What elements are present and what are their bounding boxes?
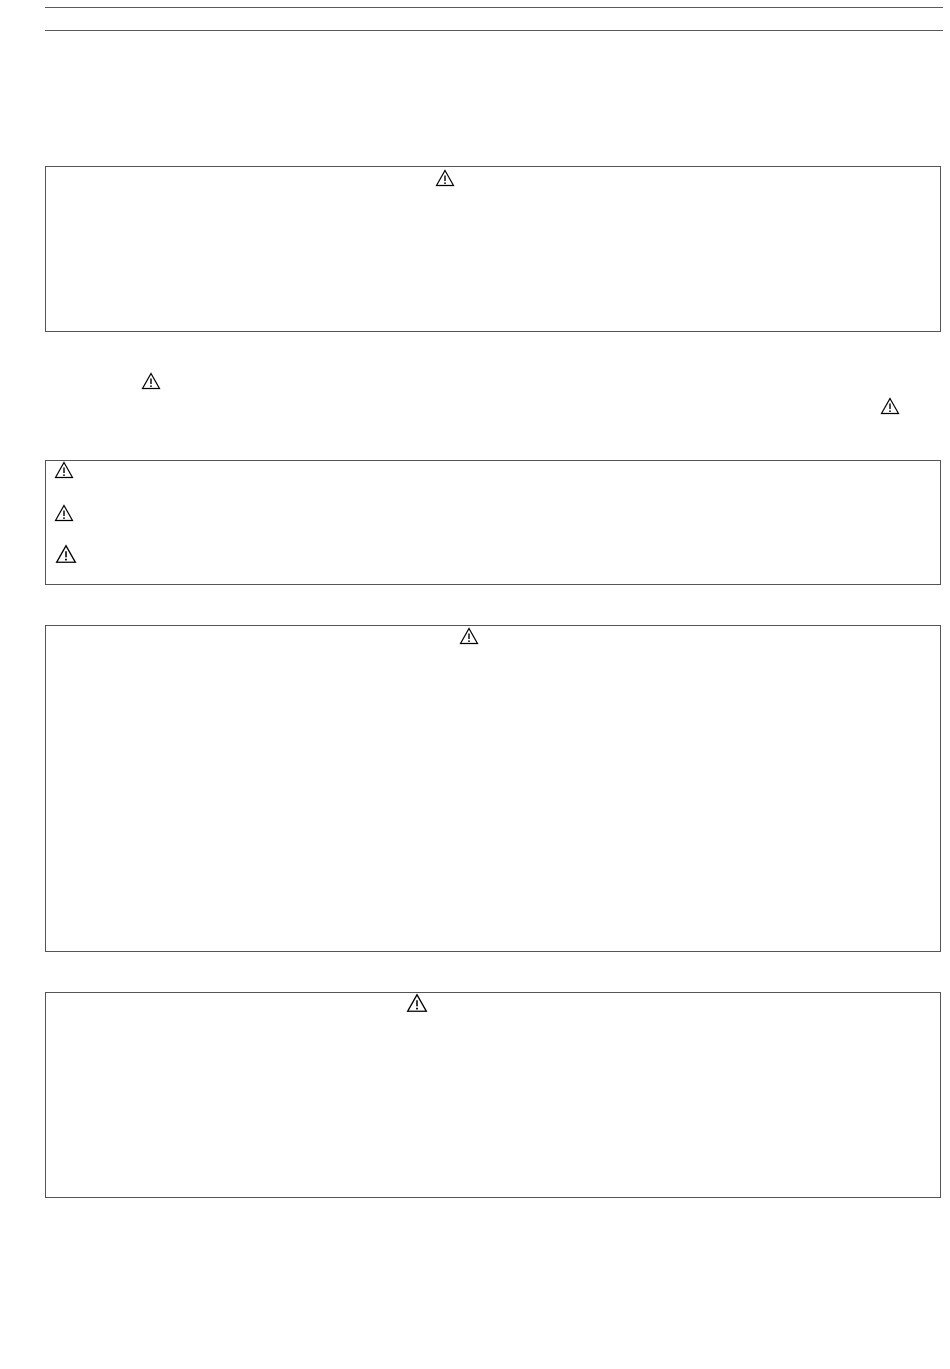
warning-box-1 [45,166,941,332]
warning-triangle-icon [880,397,900,415]
warning-triangle-icon [55,544,77,564]
warning-triangle-icon [141,372,161,390]
header-rule-bottom [45,30,943,31]
warning-triangle-icon [435,169,455,187]
warning-legend-box [45,460,941,585]
warning-triangle-icon [54,461,74,479]
warning-triangle-icon [406,993,428,1013]
header-rule-top [45,7,943,8]
warning-triangle-icon [54,504,74,522]
warning-box-3 [45,992,941,1198]
warning-box-2 [45,625,941,952]
warning-triangle-icon [459,627,479,645]
